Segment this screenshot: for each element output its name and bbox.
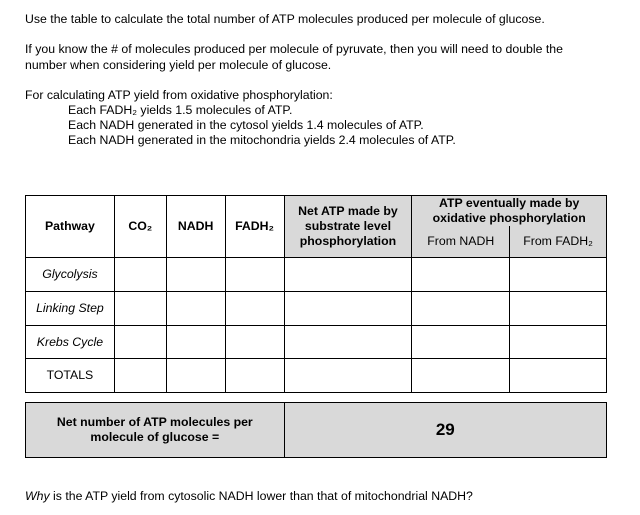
instruction-line-2a: If you know the # of molecules produced per molecule of pyruvate, then you will need to double the xyxy=(25,42,563,56)
cell-totals-co2[interactable] xyxy=(114,358,166,392)
row-label-glycolysis: Glycolysis xyxy=(26,257,115,291)
header-atp-oxidative xyxy=(412,196,607,227)
cell-krebs-nadh[interactable] xyxy=(166,325,225,358)
header-net-atp-line-1: Net ATP made by xyxy=(298,203,398,218)
header-pathway: Pathway xyxy=(26,196,115,258)
cell-totals-from-nadh[interactable] xyxy=(412,358,510,392)
header-atp-oxidative-line-1: ATP eventually made by xyxy=(439,196,580,210)
header-atp-oxidative-line-2: oxidative phosphorylation xyxy=(432,211,586,225)
header-net-atp-line-2: substrate level xyxy=(304,218,391,233)
table-row xyxy=(26,358,607,392)
cell-linking-from-fadh2[interactable] xyxy=(510,291,607,325)
cytosol-nadh-yield-note: Each NADH generated in the cytosol yields 1.4 molecules of ATP. xyxy=(68,118,424,132)
header-fadh2: FADH₂ xyxy=(225,196,284,258)
cell-krebs-net-atp[interactable] xyxy=(284,325,412,358)
cell-glycolysis-co2[interactable] xyxy=(114,257,166,291)
cell-linking-net-atp[interactable] xyxy=(284,291,412,325)
header-from-fadh2: From FADH₂ xyxy=(510,226,607,257)
row-label-totals: TOTALS xyxy=(26,358,115,392)
question xyxy=(25,489,473,504)
header-co2: CO₂ xyxy=(114,196,166,258)
net-atp-summary-label-line-1: Net number of ATP molecules per xyxy=(56,415,253,429)
cell-glycolysis-net-atp[interactable] xyxy=(284,257,412,291)
header-net-atp xyxy=(284,196,412,258)
cell-glycolysis-nadh[interactable] xyxy=(166,257,225,291)
cell-krebs-from-nadh[interactable] xyxy=(412,325,510,358)
cell-totals-from-fadh2[interactable] xyxy=(510,358,607,392)
cell-linking-nadh[interactable] xyxy=(166,291,225,325)
cell-linking-co2[interactable] xyxy=(114,291,166,325)
cell-totals-nadh[interactable] xyxy=(166,358,225,392)
cell-glycolysis-fadh2[interactable] xyxy=(225,257,284,291)
cell-linking-from-nadh[interactable] xyxy=(412,291,510,325)
header-net-atp-line-3: phosphorylation xyxy=(299,233,397,248)
question-why: Why xyxy=(25,489,50,503)
table-row xyxy=(26,325,607,358)
net-atp-summary-label xyxy=(26,403,285,458)
cell-totals-fadh2[interactable] xyxy=(225,358,284,392)
cell-krebs-co2[interactable] xyxy=(114,325,166,358)
cell-glycolysis-from-nadh[interactable] xyxy=(412,257,510,291)
net-atp-summary xyxy=(25,402,607,458)
row-label-krebs-cycle: Krebs Cycle xyxy=(26,325,115,358)
table-row xyxy=(26,257,607,291)
instruction-line-3: For calculating ATP yield from oxidative phosphorylation: xyxy=(25,88,333,102)
net-atp-summary-label-line-2: molecule of glucose = xyxy=(90,430,220,444)
fadh2-yield-note: Each FADH₂ yields 1.5 molecules of ATP. xyxy=(68,103,293,117)
cell-linking-fadh2[interactable] xyxy=(225,291,284,325)
instruction-line-2b: number when considering yield per molecule of glucose. xyxy=(25,58,332,72)
header-from-nadh: From NADH xyxy=(412,226,510,257)
header-nadh: NADH xyxy=(166,196,225,258)
table-row xyxy=(26,291,607,325)
cell-krebs-from-fadh2[interactable] xyxy=(510,325,607,358)
mito-nadh-yield-note: Each NADH generated in the mitochondria yields 2.4 molecules of ATP. xyxy=(68,133,456,147)
cell-glycolysis-from-fadh2[interactable] xyxy=(510,257,607,291)
instruction-line-1: Use the table to calculate the total number of ATP molecules produced per molecule of glucose. xyxy=(25,12,545,26)
net-atp-summary-value[interactable]: 29 xyxy=(284,403,606,458)
cell-krebs-fadh2[interactable] xyxy=(225,325,284,358)
cell-totals-net-atp[interactable] xyxy=(284,358,412,392)
row-label-linking-step: Linking Step xyxy=(26,291,115,325)
atp-table xyxy=(25,195,607,393)
question-rest: is the ATP yield from cytosolic NADH lower than that of mitochondrial NADH? xyxy=(49,489,473,503)
